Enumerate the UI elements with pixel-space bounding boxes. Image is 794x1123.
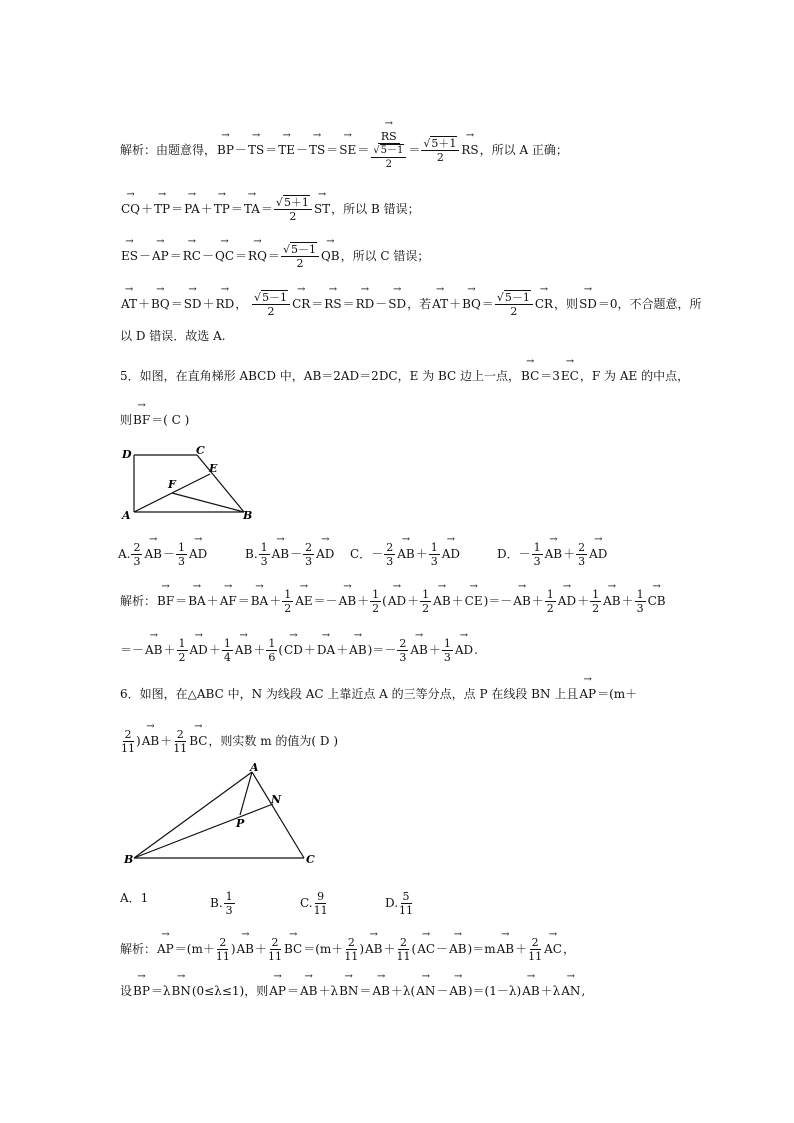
q6-solution-line1: 解析：→ AP＝(m＋ $\frac{2}{11}$ )→ AB＋ $\frac{2}{11}$ → BC＝(m＋ $\frac{2}{11}$ )→ AB＋ $\frac{2}{11}$ (→ AC－→ AB)＝m→ AB＋ $\frac{2}{11}$ → AC， <box>120 936 575 963</box>
q4-solution-line5: 以 D 错误．故选 A. <box>120 329 226 343</box>
label-A: A <box>122 509 131 522</box>
label-B: B <box>243 509 253 522</box>
label-F: F <box>168 478 176 491</box>
q6-solution-line2: 设→ BP＝λ→ BN(0≤λ≤1)，则→ AP＝→ AB＋λ→ BN＝→ AB＋λ(→ AN－→ AB)＝(1－λ)→ AB＋λ→ AN, <box>120 983 585 999</box>
label-B: B <box>124 853 134 866</box>
q4-solution-line2: → CQ＋→ TP＝→ PA＋→ TP＝→ TA＝ $\frac{√5+1}{2}$ → ST，所以 B 错误； <box>120 196 420 223</box>
label-C: C <box>306 853 315 866</box>
label-N: N <box>271 793 282 806</box>
q6-stem-line2: $\frac{2}{11}$ )→ AB＋ $\frac{2}{11}$ → BC，则实数 m 的值为( D ) <box>120 728 338 755</box>
label-P: P <box>236 817 245 830</box>
q5-stem-line2: 则→ BF＝( C ) <box>120 412 189 428</box>
q4-solution-line1: 解析：由题意得，→ BP－→ TS＝→ TE－→ TS＝→ SE＝ → $\frac{RS}{\frac{√5-1}{2}}$ ＝ $\frac{√5+1}{2}$ → RS，所以 A 正确； <box>120 130 568 171</box>
label-A: A <box>250 762 259 774</box>
label-D: D <box>122 448 132 461</box>
label-C: C <box>196 444 205 457</box>
q5-option-d: D．－ $\frac{1}{3}$ → AB＋ $\frac{2}{3}$ → AD <box>497 541 608 568</box>
q6-stem-line1: 6．如图，在△ABC 中，N 为线段 AC 上靠近点 A 的三等分点，点 P 在线段 BN 上且→ AP＝(m＋ <box>120 686 637 702</box>
q6-option-b: B. $\frac{1}{3}$ <box>210 890 233 917</box>
q6-triangle-figure <box>118 762 328 866</box>
q5-option-b: B. $\frac{1}{3}$ → AB－ $\frac{2}{3}$ → AD <box>245 541 335 568</box>
q4-solution-line3: → ES－→ AP＝→ RC－→ QC＝→ RQ＝ $\frac{√5-1}{2}$ → QB，所以 C 错误； <box>120 243 429 270</box>
q5-option-a: A. $\frac{2}{3}$ → AB－ $\frac{1}{3}$ → AD <box>118 541 208 568</box>
q5-solution-line1: 解析：→ BF＝→ BA＋→ AF＝→ BA＋ $\frac{1}{2}$ → AE＝－→ AB＋ $\frac{1}{2}$ (→ AD＋ $\frac{1}{2}$ → AB＋→ CE)＝－→ AB＋ $\frac{1}{2}$ → AD＋ $\frac{1}{2}$ → AB＋ $\frac{1}{3}$ → CB <box>120 588 667 615</box>
label-E: E <box>209 462 218 475</box>
q5-trapezoid-figure <box>110 442 260 524</box>
q5-stem-line1: 5．如图，在直角梯形 ABCD 中，AB＝2AD＝2DC，E 为 BC 边上一点，→ BC＝3→ EC，F 为 AE 的中点， <box>120 368 689 384</box>
q6-option-d: D. $\frac{5}{11}$ <box>385 890 414 917</box>
q5-option-c: C．－ $\frac{2}{3}$ → AB＋ $\frac{1}{3}$ → AD <box>350 541 461 568</box>
q6-option-a: A．1 <box>120 891 149 905</box>
q4-solution-line4: → AT＋→ BQ＝→ SD＋→ RD， $\frac{√5-1}{2}$ → CR＝→ RS＝→ RD－→ SD，若→ AT＋→ BQ＝ $\frac{√5-1}{2}$ → CR，则→ SD＝0，不合题意，所 <box>120 291 702 318</box>
q6-option-c: C. $\frac{9}{11}$ <box>300 890 328 917</box>
q5-solution-line2: ＝－→ AB＋ $\frac{1}{2}$ → AD＋ $\frac{1}{4}$ → AB＋ $\frac{1}{6}$ (→ CD＋→ DA＋→ AB)＝－ $\frac{2}{3}$ → AB＋ $\frac{1}{3}$ → AD. <box>120 637 478 664</box>
